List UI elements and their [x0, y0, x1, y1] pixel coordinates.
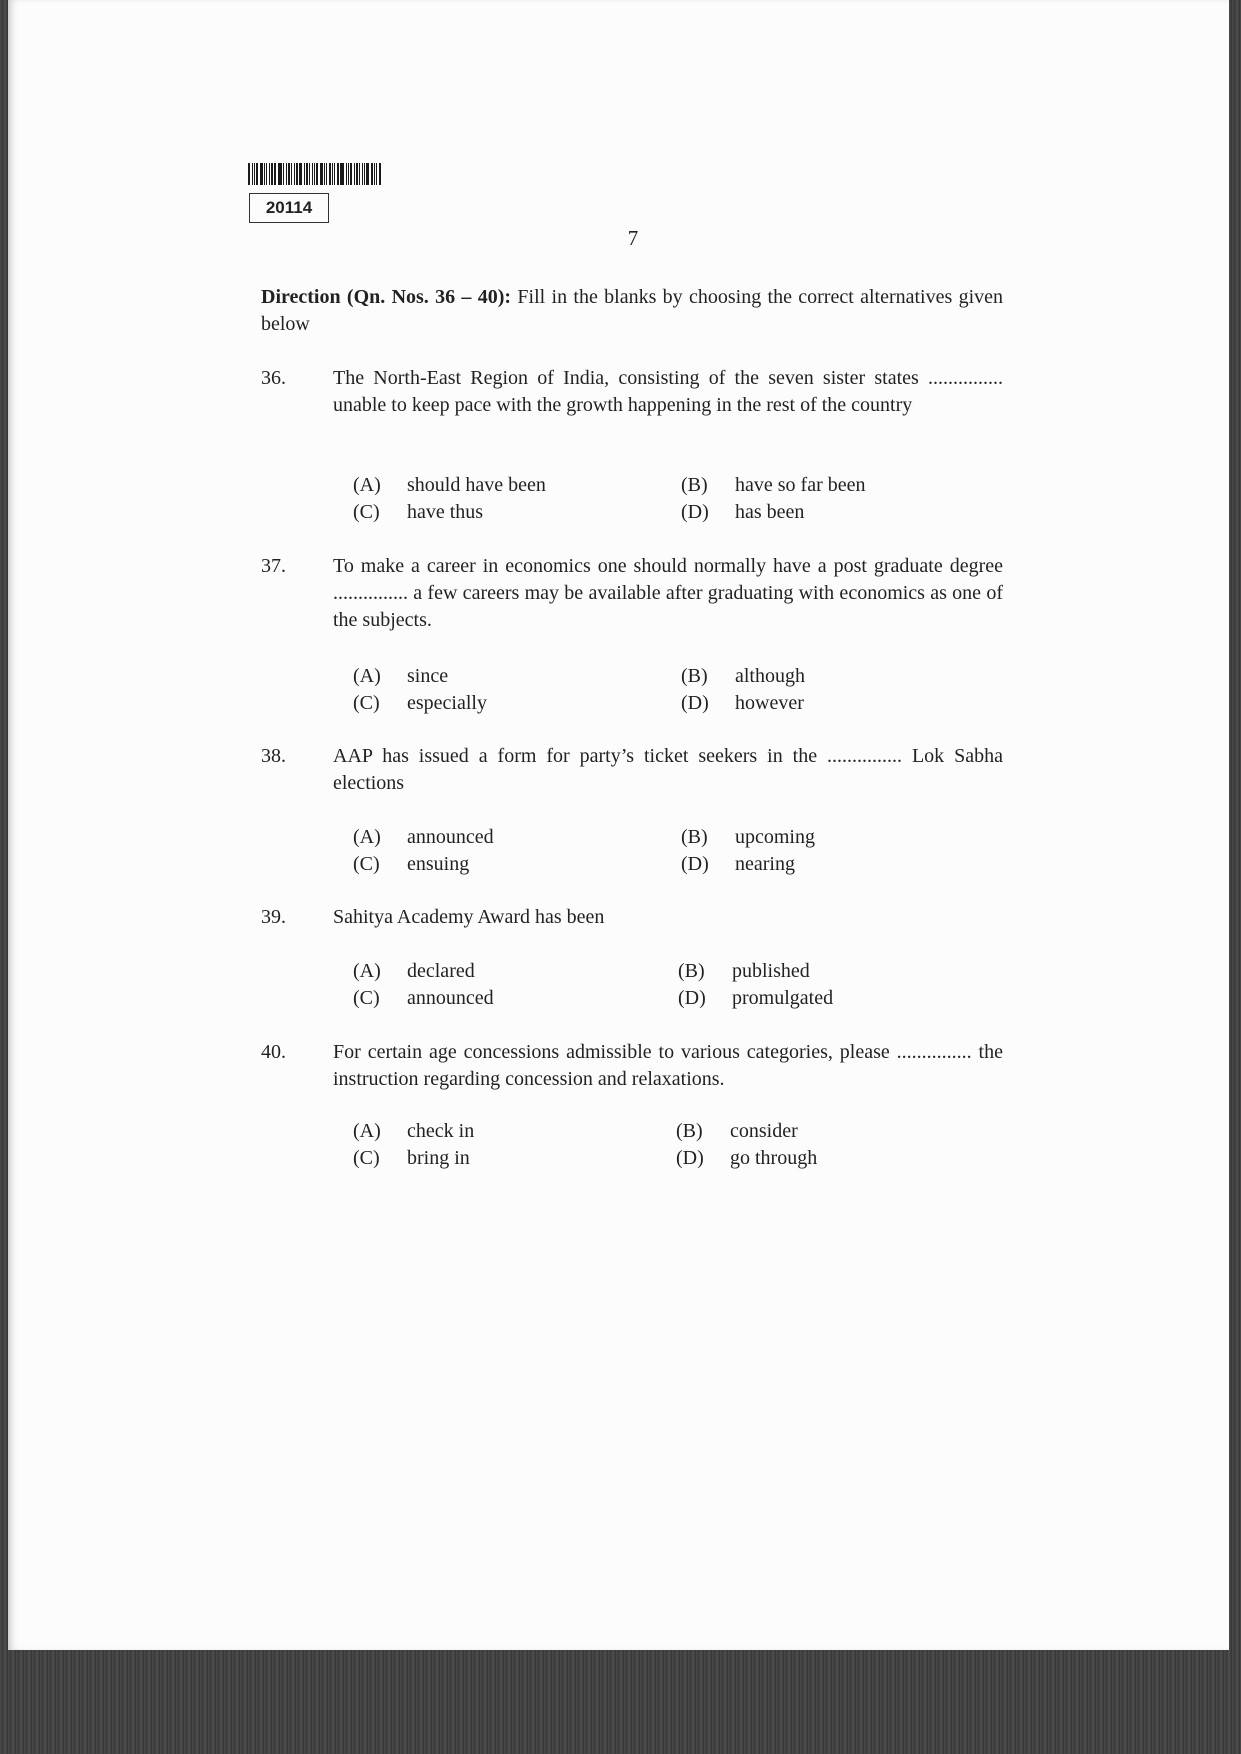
barcode-bar	[248, 163, 250, 185]
barcode-bar	[299, 163, 302, 185]
option-d	[678, 985, 833, 1012]
option-letter: (A)	[353, 826, 381, 848]
barcode	[248, 163, 382, 185]
barcode-bar	[274, 163, 276, 185]
option-letter: (B)	[681, 826, 708, 848]
option-b	[676, 1118, 798, 1145]
option-text: upcoming	[735, 826, 815, 848]
barcode-bar	[341, 163, 344, 185]
option-a	[353, 663, 448, 690]
option-a	[353, 1118, 474, 1145]
barcode-bar	[329, 163, 331, 185]
barcode-bar	[354, 163, 355, 185]
option-letter: (B)	[678, 960, 705, 982]
barcode-bar	[264, 163, 265, 185]
barcode-bar	[362, 163, 363, 185]
option-c	[353, 690, 487, 717]
barcode-bar	[294, 163, 295, 185]
barcode-bar	[337, 163, 339, 185]
option-a	[353, 824, 494, 851]
option-letter: (C)	[353, 853, 380, 875]
option-text: promulgated	[732, 987, 834, 1009]
barcode-bar	[340, 163, 341, 185]
option-text: published	[732, 960, 810, 982]
barcode-bar	[348, 163, 349, 185]
option-letter: (C)	[353, 1147, 380, 1169]
direction-text: Fill in the blanks by choosing the correct alternatives given below	[261, 286, 1004, 335]
option-letter: (C)	[353, 501, 380, 523]
option-text: have so far been	[735, 474, 866, 496]
option-letter: (D)	[681, 501, 709, 523]
question-number: 38.	[261, 745, 286, 767]
option-text: has been	[735, 501, 805, 523]
barcode-bar	[306, 163, 308, 185]
option-c	[353, 499, 483, 526]
option-c	[353, 985, 494, 1012]
barcode-bar	[379, 163, 381, 185]
page-number: 7	[627, 226, 639, 250]
barcode-bar	[266, 163, 267, 185]
barcode-bar	[356, 163, 358, 185]
option-d	[681, 851, 795, 878]
barcode-bar	[304, 163, 305, 185]
barcode-bar	[376, 163, 377, 185]
option-b	[678, 958, 810, 985]
option-text: declared	[407, 960, 475, 982]
barcode-bar	[316, 163, 318, 185]
option-text: check in	[407, 1120, 475, 1142]
barcode-bar	[359, 163, 360, 185]
barcode-bar	[314, 163, 315, 185]
option-text: bring in	[407, 1147, 470, 1169]
option-c	[353, 851, 469, 878]
option-b	[681, 824, 815, 851]
option-letter: (A)	[353, 665, 381, 687]
option-letter: (A)	[353, 1120, 381, 1142]
option-letter: (B)	[676, 1120, 703, 1142]
direction-lead: Direction (Qn. Nos. 36 – 40):	[261, 286, 512, 308]
barcode-bar	[271, 163, 273, 185]
option-letter: (D)	[676, 1147, 704, 1169]
barcode-bar	[334, 163, 335, 185]
option-a	[353, 472, 546, 499]
option-d	[681, 690, 804, 717]
barcode-bar	[350, 163, 352, 185]
option-text: since	[407, 665, 449, 687]
question-text: Sahitya Academy Award has been	[333, 906, 605, 928]
barcode-bar	[364, 163, 365, 185]
barcode-bar	[286, 163, 287, 185]
option-letter: (D)	[678, 987, 706, 1009]
option-text: especially	[407, 692, 487, 714]
option-text: have thus	[407, 501, 484, 523]
option-letter: (B)	[681, 474, 708, 496]
exam-page	[8, 0, 1229, 1650]
barcode-bar	[320, 163, 323, 185]
barcode-bar	[371, 163, 373, 185]
question-number: 36.	[261, 367, 286, 389]
option-text: announced	[407, 826, 494, 848]
question-number: 40.	[261, 1041, 286, 1063]
option-letter: (A)	[353, 960, 381, 982]
question-text: The North-East Region of India, consisting of the seven sister states ............... unable to keep pace with the growth happening in the rest of the country	[333, 367, 1003, 416]
barcode-bar	[374, 163, 375, 185]
option-b	[681, 663, 805, 690]
option-text: should have been	[407, 474, 546, 496]
paper-code-box: 20114	[249, 193, 329, 223]
option-d	[681, 499, 804, 526]
option-text: announced	[407, 987, 494, 1009]
question-text: For certain age concessions admissible to various categories, please ............... the instruction regarding concession and relaxations.	[333, 1041, 1003, 1090]
barcode-bar	[326, 163, 327, 185]
barcode-bar	[366, 163, 369, 185]
option-text: go through	[730, 1147, 818, 1169]
option-d	[676, 1145, 817, 1172]
barcode-bar	[283, 163, 284, 185]
barcode-bar	[296, 163, 298, 185]
barcode-bar	[288, 163, 290, 185]
barcode-bar	[312, 163, 313, 185]
option-c	[353, 1145, 470, 1172]
option-text: ensuing	[407, 853, 470, 875]
barcode-bar	[309, 163, 310, 185]
question-text: AAP has issued a form for party’s ticket seekers in the ............... Lok Sabha elections	[333, 745, 1003, 794]
option-text: although	[735, 665, 805, 687]
option-letter: (B)	[681, 665, 708, 687]
question-number: 37.	[261, 555, 286, 577]
barcode-bar	[260, 163, 263, 185]
option-a	[353, 958, 475, 985]
direction-instructions	[261, 284, 1003, 338]
option-letter: (C)	[353, 692, 380, 714]
question-number: 39.	[261, 906, 286, 928]
option-text: consider	[730, 1120, 798, 1142]
barcode-bar	[279, 163, 282, 185]
barcode-bar	[291, 163, 292, 185]
option-text: however	[735, 692, 804, 714]
barcode-bar	[332, 163, 333, 185]
barcode-bar	[269, 163, 270, 185]
option-text: nearing	[735, 853, 795, 875]
option-letter: (D)	[681, 853, 709, 875]
barcode-bar	[278, 163, 279, 185]
barcode-bar	[346, 163, 347, 185]
option-letter: (A)	[353, 474, 381, 496]
option-letter: (C)	[353, 987, 380, 1009]
question-text: To make a career in economics one should normally have a post graduate degree ............... a few careers may be available after graduating with economics as one of the subjects.	[333, 555, 1003, 631]
option-letter: (D)	[681, 692, 709, 714]
barcode-bar	[254, 163, 255, 185]
barcode-bar	[256, 163, 258, 185]
option-b	[681, 472, 866, 499]
barcode-bar	[252, 163, 253, 185]
barcode-bar	[324, 163, 325, 185]
